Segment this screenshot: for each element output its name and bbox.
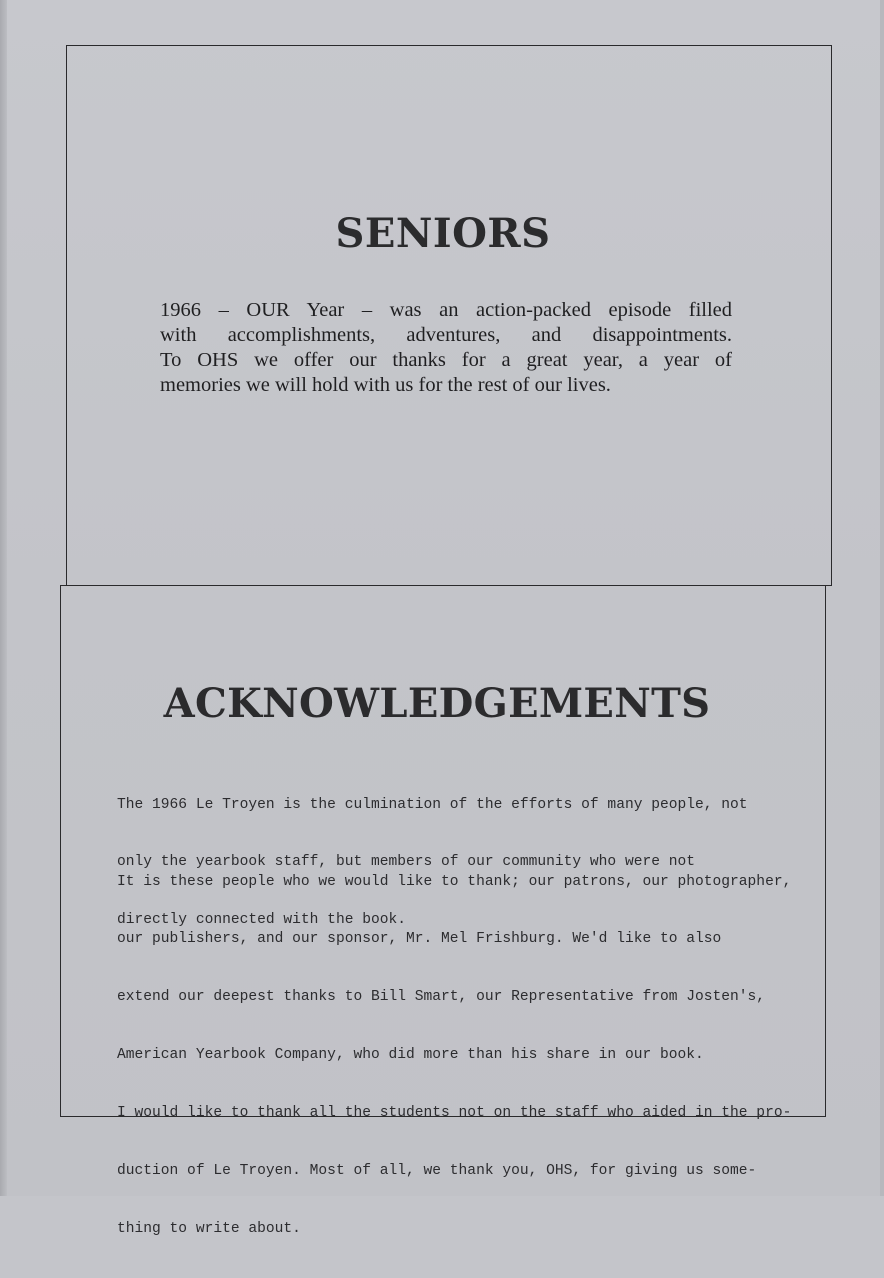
seniors-heading: SENIORS	[335, 210, 551, 257]
ack-line: our publishers, and our sponsor, Mr. Mel Frishburg. We'd like to also	[117, 931, 722, 948]
ack-line: American Yearbook Company, who did more than his share in our book.	[117, 1047, 704, 1064]
seniors-line: To OHS we offer our thanks for a great year, a year of	[160, 349, 732, 371]
page-binding-edge	[0, 0, 7, 1196]
acknowledgements-heading: ACKNOWLEDGEMENTS	[163, 680, 711, 727]
ack-line: duction of Le Troyen. Most of all, we thank you, OHS, for giving us some-	[117, 1163, 757, 1180]
ack-line: I would like to thank all the students not on the staff who aided in the pro-	[117, 1105, 792, 1122]
seniors-line: 1966 – OUR Year – was an action-packed episode filled	[160, 299, 732, 321]
page-right-edge	[880, 0, 884, 1196]
ack-line: It is these people who we would like to thank; our patrons, our photographer,	[117, 873, 792, 890]
seniors-text	[160, 298, 732, 398]
seniors-line: memories we will hold with us for the rest of our lives.	[160, 374, 611, 396]
seniors-line: with accomplishments, adventures, and disappointments.	[160, 324, 732, 346]
ack-line: The 1966 Le Troyen is the culmination of the efforts of many people, not	[117, 796, 748, 813]
ack-line: extend our deepest thanks to Bill Smart, our Representative from Josten's,	[117, 989, 766, 1006]
ack-line: directly connected with the book.	[117, 912, 407, 929]
acknowledgements-paragraph-2	[117, 834, 791, 1278]
ack-line: only the yearbook staff, but members of our community who were not	[117, 854, 696, 871]
ack-line: thing to write about.	[117, 1220, 301, 1237]
